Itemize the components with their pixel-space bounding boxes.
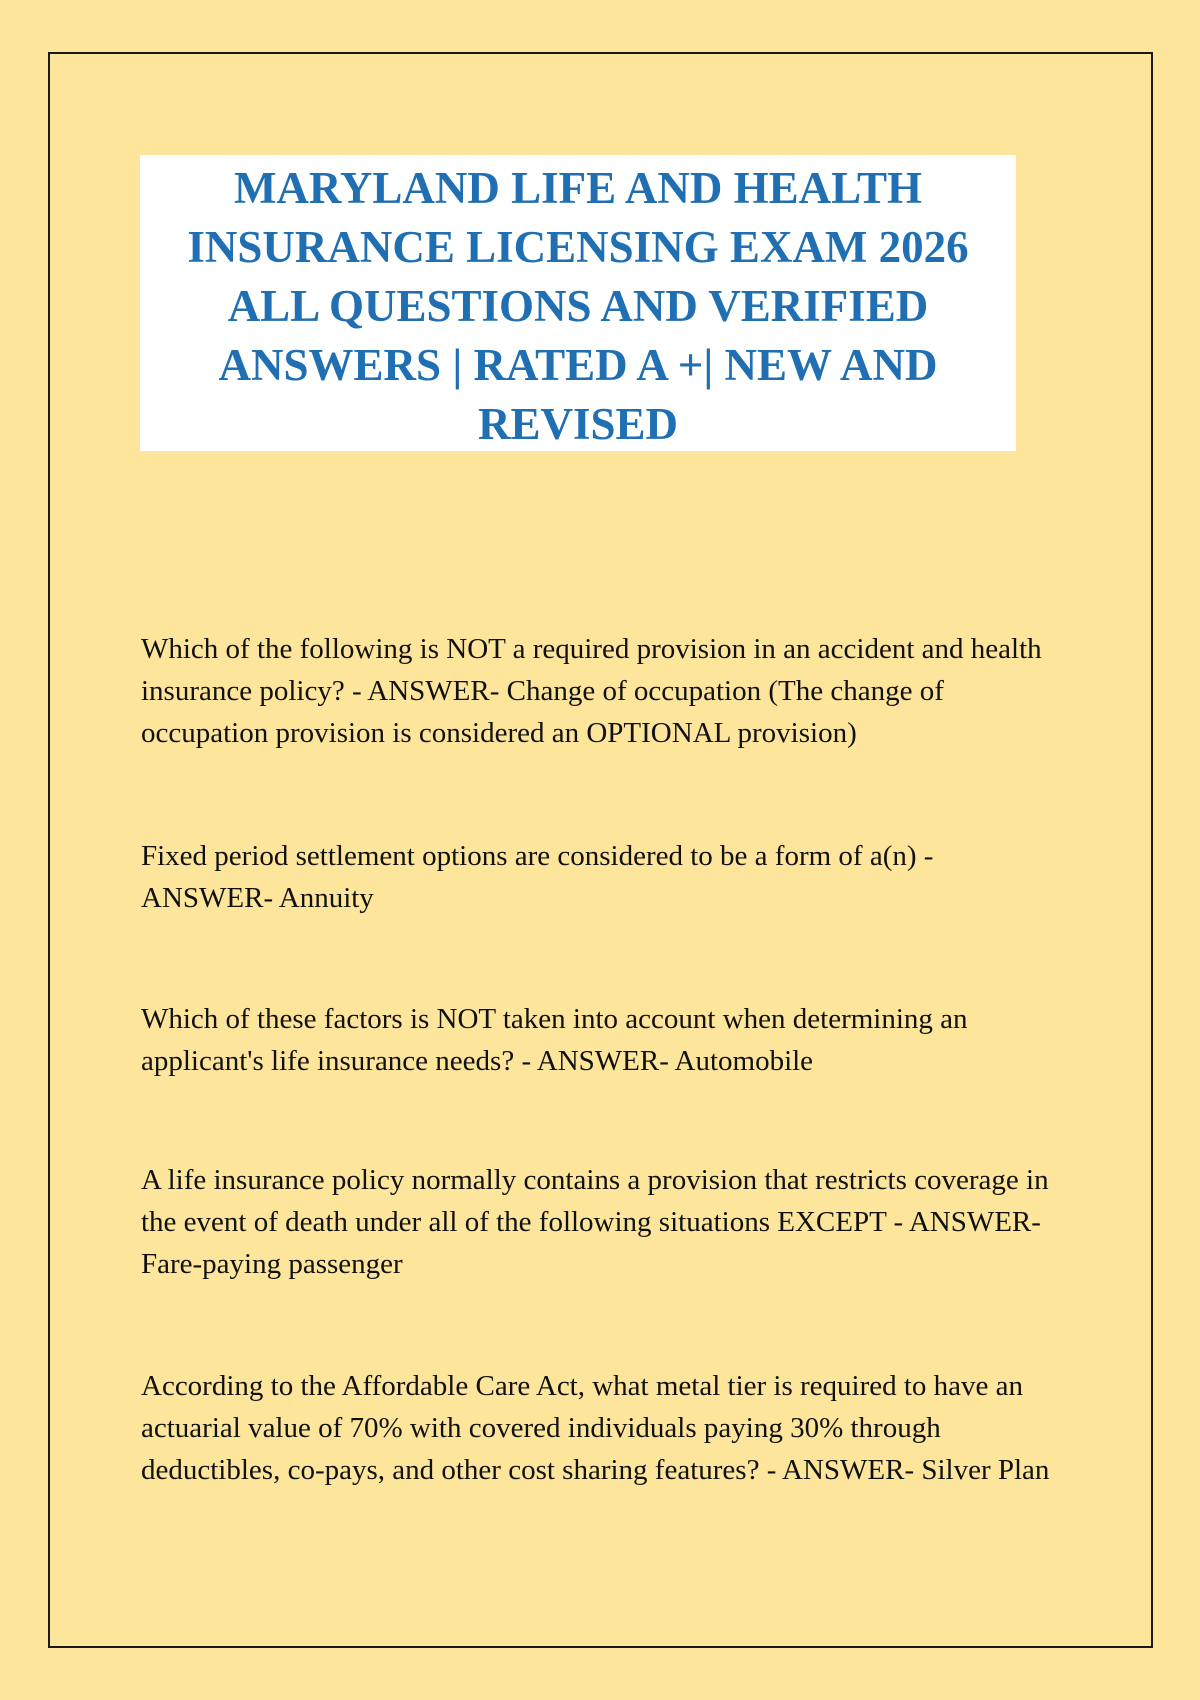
document-title: MARYLAND LIFE AND HEALTH INSURANCE LICENSING EXAM 2026 ALL QUESTIONS AND VERIFIED ANSWERS | RATED A +| NEW AND REVISED	[187, 163, 969, 449]
qa-item: A life insurance policy normally contains a provision that restricts coverage in the event of death under all of the following situations EXCEPT - ANSWER- Fare-paying passenger	[141, 1164, 1049, 1280]
qa-item: Which of the following is NOT a required provision in an accident and health insurance policy? - ANSWER- Change of occupation (The change of occupation provision is considered an OPTIONAL provision)	[141, 633, 1042, 749]
qa-item: Which of these factors is NOT taken into account when determining an applicant's life insurance needs? - ANSWER- Automobile	[141, 1003, 968, 1077]
qa-item: Fixed period settlement options are considered to be a form of a(n) - ANSWER- Annuity	[141, 840, 934, 914]
qa-item: According to the Affordable Care Act, what metal tier is required to have an actuarial value of 70% with covered individuals paying 30% through deductibles, co-pays, and other cost sharing features? - ANSWER- Silver Plan	[141, 1370, 1050, 1486]
title-box	[140, 155, 1016, 451]
